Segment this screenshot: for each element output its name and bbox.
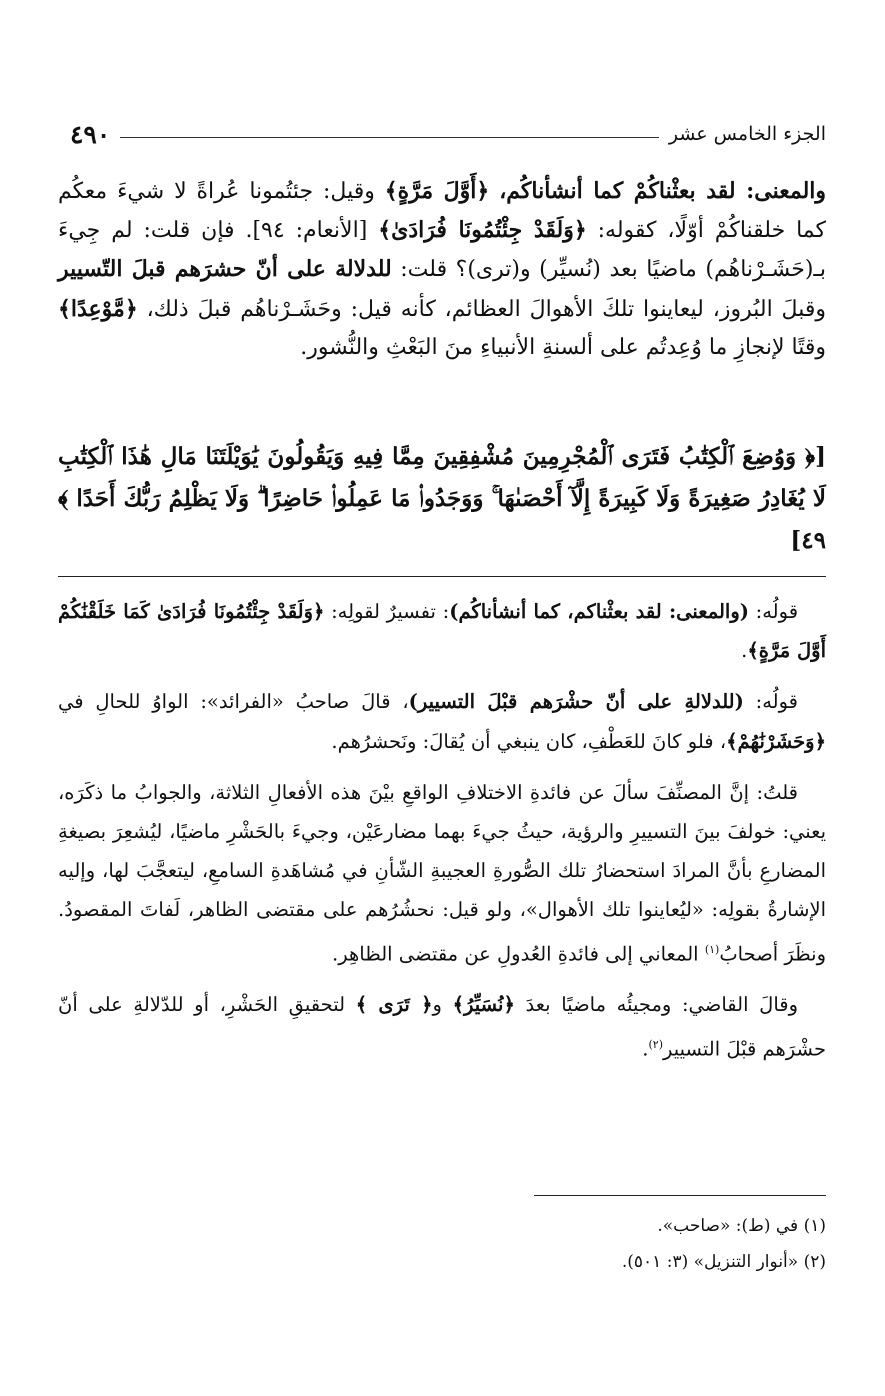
main-lead: والمعنى: لقد بعثْناكُمْ كما أنشأناكُم، — [499, 178, 827, 204]
main-text-span: وقبلَ البُروز، ليعاينوا تلكَ الأهوالَ العظائم، كأنه قيل: وحَشَـرْناهُم قبلَ ذلك، — [137, 296, 826, 322]
main-paragraph — [58, 172, 826, 367]
section-title: الجزء الخامس عشر — [668, 123, 826, 145]
main-text-span: وقيل: جئتُمونا عُراةً لا شيءَ معكُم كما خلقناكُمْ أوّلًا، كقوله: — [58, 179, 826, 244]
header-rule — [120, 137, 659, 138]
quran-quote: ﴿أَوَّلَ مَرَّةٍ﴾ — [384, 178, 490, 204]
footnote-separator — [534, 1195, 826, 1196]
main-text-span: [الأنعام: ٩٤]. فإن قلت: لم جِيءَ بـ(حَشَـرْناهُم) ماضيًا بعد (نُسيِّر) و(ترى)؟ قلت: — [58, 218, 826, 283]
commentary-text: . — [642, 1037, 649, 1061]
commentary-paragraph — [58, 773, 826, 974]
commentary-text: و — [432, 993, 453, 1017]
quran-quote: ﴿نُسَيِّرُ﴾ — [452, 993, 515, 1017]
commentary-paragraph — [58, 592, 826, 670]
main-separator — [58, 576, 826, 577]
commentary-text: . — [741, 639, 748, 663]
main-text — [58, 172, 826, 367]
footnote: (١) في (ط): «صاحب». — [657, 1216, 826, 1236]
quran-quote: ﴿ تَرَى ﴾ — [355, 993, 433, 1017]
footnote-ref: (٢) — [648, 1037, 663, 1051]
quran-quote: ﴿مَّوْعِدًا﴾ — [58, 295, 138, 322]
page-number: ٤٩٠ — [70, 119, 111, 149]
verse-block: [﴿ وَوُضِعَ ٱلْكِتَٰبُ فَتَرَى ٱلْمُجْرِمِينَ مُشْفِقِينَ مِمَّا فِيهِ وَيَقُولُونَ يَٰوَيْلَتَنَا مَالِ هَٰذَا ٱلْكِتَٰبِ لَا يُغَادِرُ صَغِيرَةً وَلَا كَبِيرَةً إِلَّآ أَحْصَىٰهَا ۚ وَوَجَدُوا۟ مَا عَمِلُوا۟ حَاضِرًا ۗ وَلَا يَظْلِمُ رَبُّكَ أَحَدًا ﴾ ٤٩] — [58, 443, 826, 554]
commentary-text: : تفسيرٌ لقولِه: — [324, 600, 450, 623]
footnotes — [58, 1208, 826, 1280]
commentary-text: ، فلو كانَ للعَطْفِ، كان ينبغي أن يُقالَ: ونَحشرُهم. — [331, 729, 727, 753]
commentary-text: لتحقيقِ الحَشْرِ، أو للدّلالةِ على أنّ حشْرَهم قبْلَ التسيير — [58, 993, 826, 1061]
commentary — [58, 592, 826, 1080]
commentary-text: قولُه: — [748, 600, 799, 623]
commentary-text: قولُه: — [743, 690, 798, 714]
running-header — [58, 114, 826, 154]
quran-quote: ﴿وَلَقَدْ جِئْتُمُونَا فُرَادَىٰ كَمَا خَلَقْنَٰكُمْ أَوَّلَ مَرَّةٍ﴾ — [58, 600, 826, 663]
commentary-text: قلتُ: إنَّ المصنِّفَ سألَ عن فائدةِ الاختلافِ الواقعِ بيْنَ هذه الأفعالِ الثلاثة، والجوابُ ما ذكَرَه، يعني: خولفَ بينَ التسييرِ والرؤية، حيثُ جيءَ بهما مضارعَيْن، وجيءَ بالحَشْرِ ماضيًا، ليُشعِرَ بصيغةِ المضارعِ بأنَّ المرادَ استحضارُ تلك الصُّورةِ العجيبةِ الشّأنِ في مُشاهَدةِ السامعِ، ليتعجَّبَ لها، وإليه الإشارةُ بقولِه: «ليُعاينوا تلك الأهوال»، ولو قيل: نحشُرُهم على مقتضى الظاهر، لَفاتَ المقصودُ. ونظَرَ أصحابُ — [58, 780, 826, 966]
footnote: (٢) «أنوار التنزيل» (٣: ٥٠١). — [621, 1252, 826, 1272]
book-page — [58, 0, 826, 1396]
commentary-paragraph — [58, 985, 826, 1068]
quran-quote: ﴿وَلَقَدْ جِئْتُمُونَا فُرَادَىٰ﴾ — [378, 217, 587, 244]
commentary-text: وقالَ القاضي: ومجيئُه ماضيًا بعدَ — [514, 993, 798, 1017]
main-bold-span: للدلالة على أنّ حشرَهم قبلَ التّسيير — [58, 256, 392, 283]
quran-quote: ﴿وَحَشَرْنَٰهُمْ﴾ — [726, 729, 826, 753]
commentary-paragraph — [58, 682, 826, 760]
main-text-span: وقتًا لإنجازِ ما وُعِدتُم على ألسنةِ الأنبياءِ منَ البَعْثِ والنُّشور. — [300, 334, 826, 360]
commentary-text: ، قالَ صاحبُ «الفرائد»: الواوُ للحالِ في — [58, 690, 409, 714]
commentary-text: المعاني إلى فائدةِ العُدولِ عن مقتضى الظاهِر. — [332, 942, 705, 966]
commentary-bold: (والمعنى: لقد بعثْناكم، كما أنشأناكُم) — [449, 600, 749, 623]
commentary-bold: (للدلالةِ على أنّ حشْرَهم قبْلَ التسيير) — [408, 690, 744, 714]
footnote-ref: (١) — [704, 942, 720, 956]
